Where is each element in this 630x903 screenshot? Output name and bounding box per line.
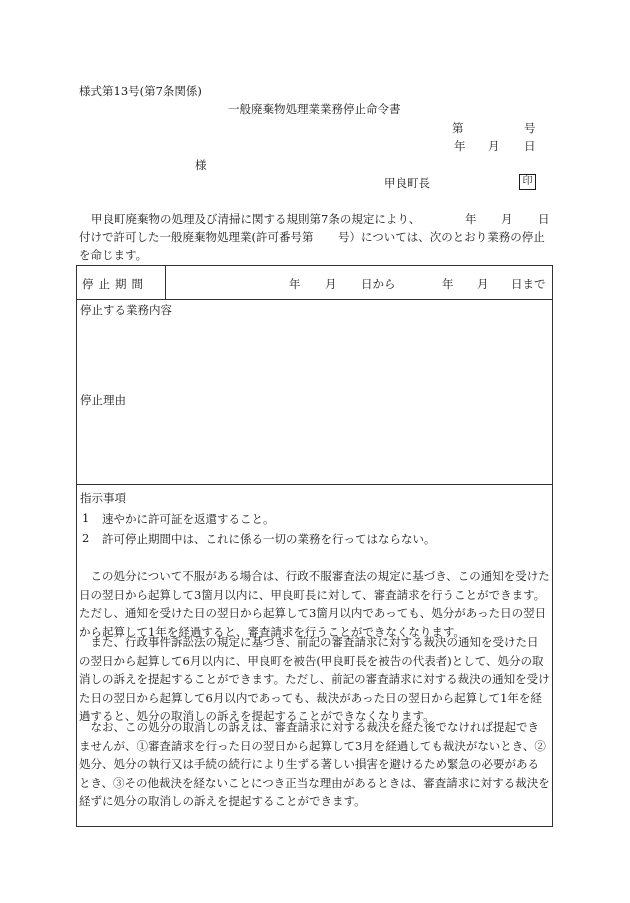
date-month-label: 月 [488, 139, 500, 153]
intro-line-2-suffix: 号）については、次のとおり業務の停止 [338, 230, 545, 244]
period-to-year: 年 [442, 277, 454, 291]
intro-day-label: 日 [538, 212, 550, 226]
suspension-reason-label: 停止理由 [80, 393, 126, 407]
date-year-label: 年 [454, 139, 466, 153]
document-title: 一般廃棄物処理業業務停止命令書 [228, 102, 401, 116]
row-divider-reason [76, 484, 553, 485]
intro-month-label: 月 [501, 212, 513, 226]
period-from-month: 月 [325, 277, 337, 291]
form-number: 様式第13号(第7条関係) [79, 84, 202, 98]
intro-line-1: 甲良町廃棄物の処理及び清掃に関する規則第7条の規定により、 [91, 212, 421, 226]
row-divider-period [76, 299, 553, 300]
recipient-suffix: 様 [195, 158, 207, 172]
number-suffix: 号 [524, 121, 536, 135]
appeal-notice-paragraph: この処分について不服がある場合は、行政不服審査法の規定に基づき、この通知を受けた日の翌日から起算して3箇月以内に、甲良町長に対して、審査請求を行うことができます。ただし、通知を受けた日の翌日から起算して3箇月以内であっても、処分があった日の翌日から起算して1年を経過すると、審査請求を行うことができなくなります。 [79, 569, 550, 639]
period-label: 停止期間 [82, 277, 148, 291]
period-column-divider [165, 265, 166, 299]
instruction-number: 2 [82, 531, 90, 545]
instructions-label: 指示事項 [80, 491, 126, 505]
number-prefix: 第 [452, 121, 464, 135]
issuer-name: 甲良町長 [384, 176, 430, 190]
intro-line-2: 付けで許可した一般廃棄物処理業(許可番号第 [79, 230, 314, 244]
period-to-day: 日まで [511, 277, 546, 291]
intro-year-label: 年 [465, 212, 477, 226]
instruction-item: 許可停止期間中は、これに係る一切の業務を行ってはならない。 [102, 532, 436, 546]
instruction-number: 1 [82, 511, 90, 525]
lawsuit-notice-paragraph: また、行政事件訴訟法の規定に基づき、前記の審査請求に対する裁決の通知を受けた日の翌日から起算して6月以内に、甲良町を被告(甲良町長を被告の代表者)として、処分の取消しの訴えを提起することができます。ただし、前記の審査請求に対する裁決の通知を受けた日の翌日から起算して6月以内であっても、裁決があった日の翌日から起算して1年を経過すると、処分の取消しの訴えを提起することができなくなります。 [79, 635, 550, 723]
period-from-year: 年 [289, 277, 301, 291]
instruction-item: 速やかに許可証を返還すること。 [102, 512, 275, 526]
seal-mark: 印 [519, 174, 536, 190]
period-to-month: 月 [477, 277, 489, 291]
suspended-business-label: 停止する業務内容 [80, 303, 172, 317]
period-from-day: 日から [361, 277, 396, 291]
exception-notice-paragraph: なお、この処分の取消しの訴えは、審査請求に対する裁決を経た後でなければ提起できませんが、①審査請求を行った日の翌日から起算して3月を経過しても裁決がないとき、②処分、処分の執行又は手続の続行により生ずる著しい損害を避けるため緊急の必要があるとき、③その他裁決を経ないことにつき正当な理由があるときは、審査請求に対する裁決を経ずに処分の取消しの訴えを提起することができます。 [79, 720, 550, 808]
intro-line-3: を命じます。 [79, 248, 148, 262]
date-day-label: 日 [524, 139, 536, 153]
